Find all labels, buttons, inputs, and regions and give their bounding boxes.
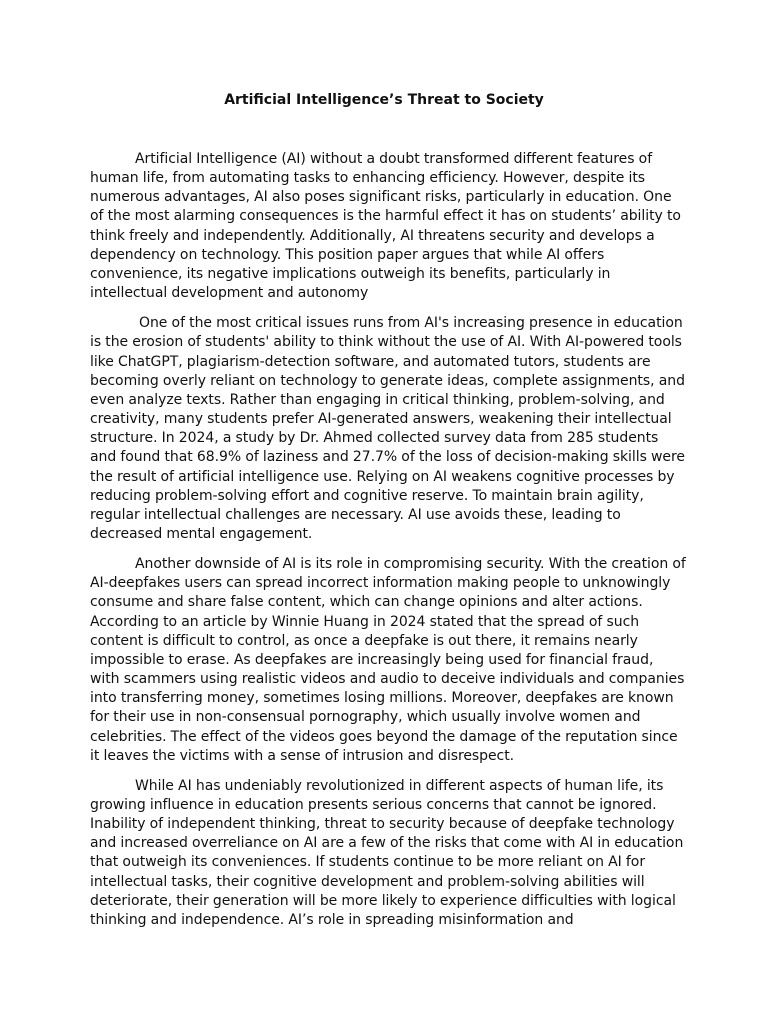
document-title: Artificial Intelligence’s Threat to Society: [224, 92, 544, 108]
document-body: [90, 150, 686, 941]
paragraph-critical-thinking: One of the most critical issues runs from AI's increasing presence in education is the erosion of students' ability to think without the use of AI. With AI-powered tools like ChatGPT, plagiarism-detection software, and automated tutors, students are becoming overly reliant on technology to generate ideas, complete assignments, and even analyze texts. Rather than engaging in critical thinking, problem-solving, and creativity, many students prefer AI-generated answers, weakening their intellectual structure. In 2024, a study by Dr. Ahmed collected survey data from 285 students and found that 68.9% of laziness and 27.7% of the loss of decision-making skills were the result of artificial intelligence use. Relying on AI weakens cognitive processes by reducing problem-solving effort and cognitive reserve. To maintain brain agility, regular intellectual challenges are necessary. AI use avoids these, leading to decreased mental engagement.: [90, 315, 685, 542]
paragraph-security: Another downside of AI is its role in compromising security. With the creation of AI-deepfakes users can spread incorrect information making people to unknowingly consume and share false content, which can change opinions and alter actions. According to an article by Winnie Huang in 2024 stated that the spread of such content is difficult to control, as once a deepfake is out there, it remains nearly impossible to erase. As deepfakes are increasingly being used for financial fraud, with scammers using realistic videos and audio to deceive individuals and companies into transferring money, sometimes losing millions. Moreover, deepfakes are known for their use in non-consensual pornography, which usually involve women and celebrities. The effect of the videos goes beyond the damage of the reputation since it leaves the victims with a sense of intrusion and disrespect.: [90, 556, 686, 764]
paragraph-introduction: Artificial Intelligence (AI) without a doubt transformed different features of human life, from automating tasks to enhancing efficiency. However, despite its numerous advantages, AI also poses significant risks, particularly in education. One of the most alarming consequences is the harmful effect it has on students’ ability to think freely and independently. Additionally, AI threatens security and develops a dependency on technology. This position paper argues that while AI offers convenience, its negative implications outweigh its benefits, particularly in intellectual development and autonomy: [90, 151, 681, 302]
paragraph-conclusion: While AI has undeniably revolutionized in different aspects of human life, its growing influence in education presents serious concerns that cannot be ignored. Inability of independent thinking, threat to security because of deepfake technology and increased overreliance on AI are a few of the risks that come with AI in education that outweigh its conveniences. If students continue to be more reliant on AI for intellectual tasks, their cognitive development and problem-solving abilities will deteriorate, their generation will be more likely to experience difficulties with logical thinking and independence. AI’s role in spreading misinformation and: [90, 777, 684, 928]
